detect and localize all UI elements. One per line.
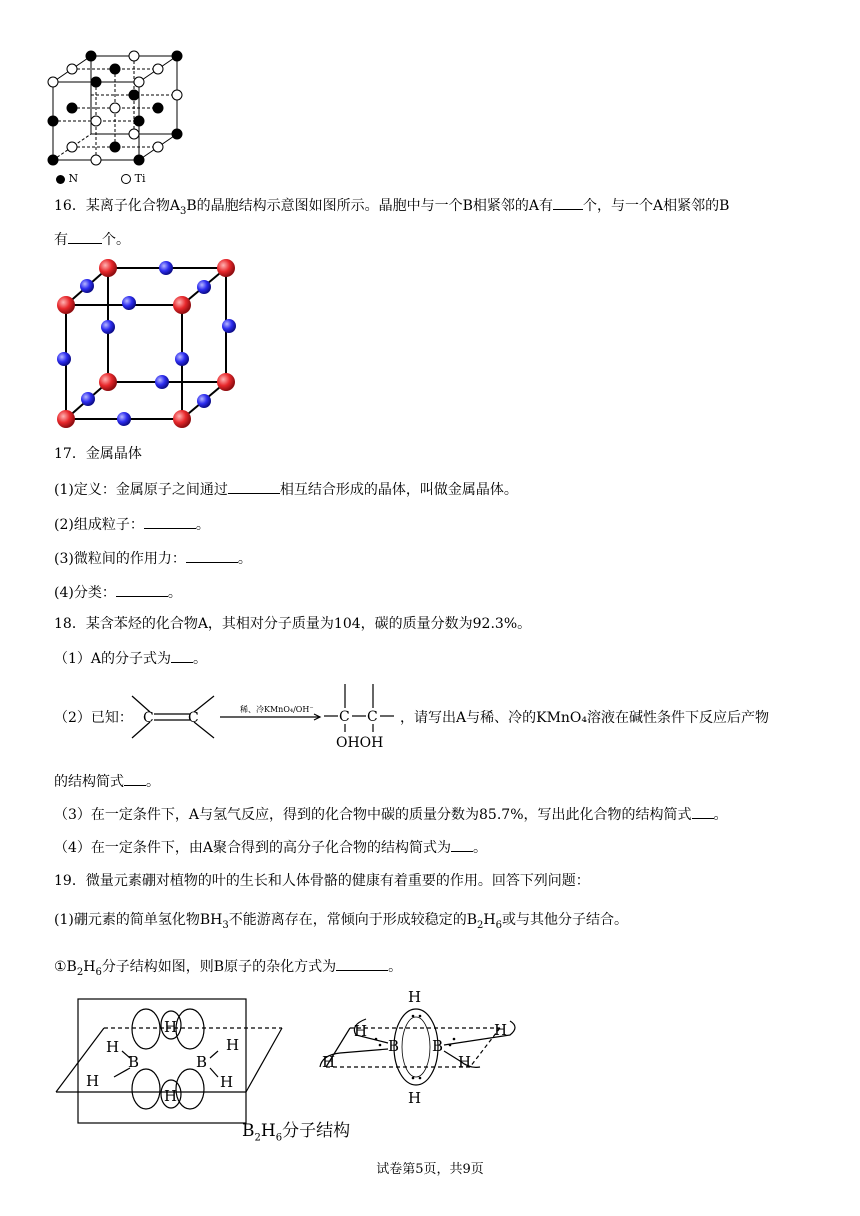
- q17-title: 17．金属晶体: [54, 446, 142, 462]
- alkene-oxidation-scheme: [124, 676, 424, 756]
- q16-blank-1[interactable]: [553, 195, 583, 210]
- q18-item-2-prefix: （2）已知：: [54, 710, 133, 726]
- q18-item-4: （4）在一定条件下，由A聚合得到的高分子化合物的结构简式为 。: [54, 837, 487, 858]
- n-label: N: [68, 172, 79, 185]
- q17-item-1: (1)定义：金属原子之间通过 相互结合形成的晶体，叫做金属晶体。: [54, 479, 518, 500]
- q17-blank-1[interactable]: [228, 479, 280, 494]
- svg-text:H: H: [322, 1053, 336, 1071]
- q16-line1: 16．某离子化合物$A_3B$的晶胞结构示意图如图所示。晶胞中与一个B相紧邻的A有 个，与一个A相紧邻的B: [54, 195, 729, 216]
- svg-text:H: H: [408, 1089, 422, 1107]
- svg-text:B: B: [196, 1053, 208, 1071]
- q17-item-2: (2)组成粒子： 。: [54, 514, 210, 535]
- q19-subitem-1: $①B_2H_6$分子结构如图，则B原子的杂化方式为 。: [54, 956, 402, 977]
- page-footer: 试卷第5页，共9页: [376, 1162, 484, 1177]
- svg-text:H: H: [354, 1022, 368, 1040]
- svg-text:H: H: [86, 1072, 100, 1090]
- ti-atom-icon: [121, 174, 131, 184]
- q18-blank-3[interactable]: [692, 804, 714, 819]
- svg-text:C: C: [367, 709, 378, 725]
- svg-text:H: H: [220, 1073, 234, 1091]
- svg-text:H: H: [494, 1021, 508, 1039]
- q16-line2: 有 个。: [54, 229, 130, 250]
- svg-text:B: B: [432, 1037, 444, 1055]
- q18-item-2-suffix: ，请写出A与稀、冷的KMnO₄溶液在碱性条件下反应后产物: [400, 710, 770, 726]
- svg-text:B: B: [388, 1037, 400, 1055]
- q18-blank-4[interactable]: [451, 837, 473, 852]
- svg-text:C: C: [143, 710, 154, 726]
- svg-text:C: C: [339, 709, 350, 725]
- q19-intro: 19．微量元素硼对植物的叶的生长和人体骨骼的健康有着重要的作用。回答下列问题：: [54, 873, 590, 889]
- ti-label: Ti: [134, 172, 146, 185]
- tin-lattice-figure: [45, 48, 185, 188]
- q18-intro: 18．某含苯烃的化合物A，其相对分子质量为104，碳的质量分数为92.3%。: [54, 616, 532, 632]
- q17-item-3: (3)微粒间的作用力： 。: [54, 548, 252, 569]
- q18-item-3: （3）在一定条件下，A与氢气反应，得到的化合物中碳的质量分数为85.7%，写出此化合物的结构简式 。: [54, 804, 728, 825]
- svg-text:H: H: [408, 988, 422, 1006]
- ohoh-label: OHOH: [336, 735, 384, 751]
- a3b-unit-cell-figure: [50, 255, 250, 435]
- svg-text:B: B: [128, 1053, 140, 1071]
- q18-blank-1[interactable]: [171, 648, 193, 663]
- svg-text:H: H: [226, 1036, 240, 1054]
- svg-text:H: H: [106, 1038, 120, 1056]
- n-atom-icon: [56, 175, 65, 184]
- svg-text:H: H: [458, 1053, 472, 1071]
- q17-blank-3[interactable]: [186, 548, 238, 563]
- q16-blank-2[interactable]: [68, 229, 102, 244]
- svg-text:H: H: [164, 1018, 178, 1036]
- q17-item-4: (4)分类： 。: [54, 582, 182, 603]
- reagent-label: 稀、冷KMnO₄/OH⁻: [240, 705, 314, 714]
- svg-text:H: H: [164, 1087, 178, 1105]
- q18-blank-2[interactable]: [124, 771, 146, 786]
- q18-item-2-cont: 的结构简式 。: [54, 771, 160, 792]
- q17-blank-4[interactable]: [116, 582, 168, 597]
- q19-item-1: (1)硼元素的简单氢化物$BH_3$不能游离存在，常倾向于形成较稳定的$B_2H_6$或与其他分子结合。: [54, 912, 628, 931]
- b2h6-caption: $B_2H_6$分子结构: [242, 1121, 351, 1144]
- q17-blank-2[interactable]: [144, 514, 196, 529]
- svg-text:C: C: [188, 710, 199, 726]
- q19-blank-1[interactable]: [336, 956, 388, 971]
- q18-item-1: （1）A的分子式为 。: [54, 648, 207, 669]
- tin-legend: [56, 172, 145, 186]
